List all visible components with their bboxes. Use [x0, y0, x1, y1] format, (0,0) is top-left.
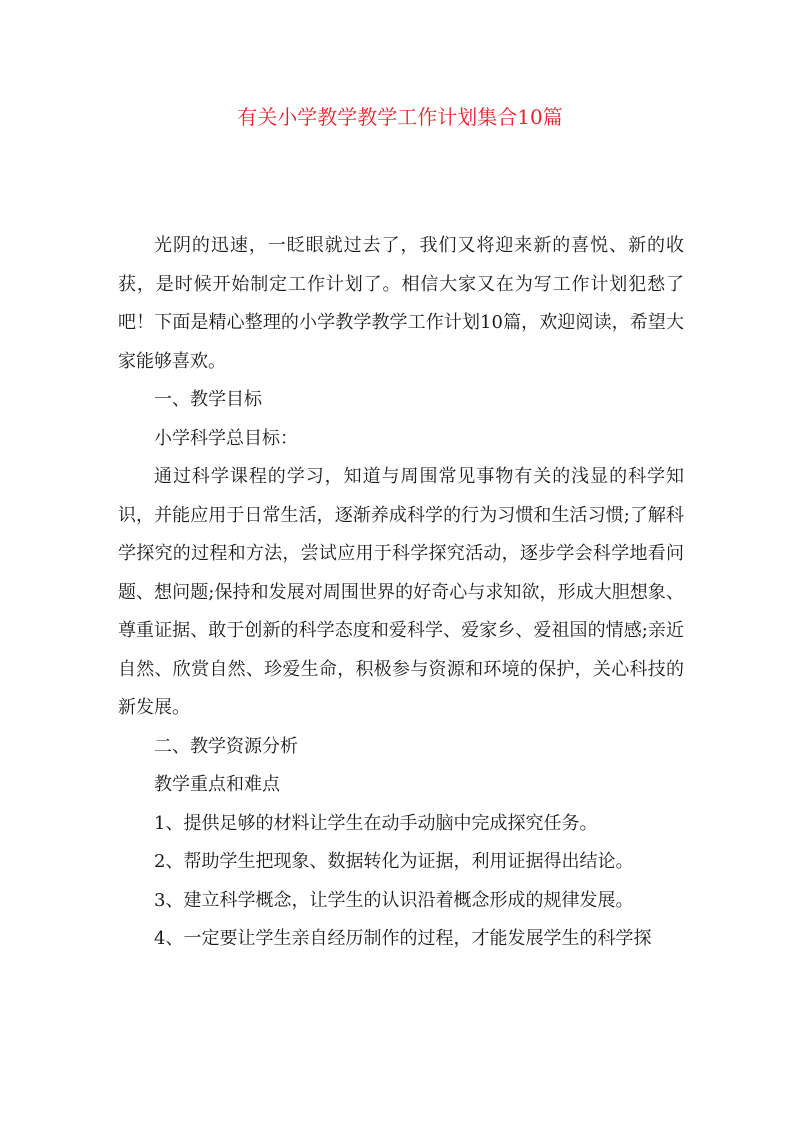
goal-paragraph: 通过科学课程的学习，知道与周围常见事物有关的浅显的科学知识，并能应用于日常生活，逐渐养成科学的行为习惯和生活习惯;了解科学探究的过程和方法，尝试应用于科学探究活动，逐步学会科学地看问题、想问题;保持和发展对周围世界的好奇心与求知欲，形成大胆想象、尊重证据、敢于创新的科学态度和爱科学、爱家乡、爱祖国的情感;亲近自然、欣赏自然、珍爱生命，积极参与资源和环境的保护，关心科技的新发展。: [118, 466, 684, 718]
subheading-key-points: 教学重点和难点: [154, 774, 280, 795]
section-heading-resource-analysis: 二、教学资源分析: [154, 735, 298, 757]
list-item: 1、提供足够的材料让学生在动手动脑中完成探究任务。: [154, 812, 598, 834]
list-item: 2、帮助学生把现象、数据转化为证据，利用证据得出结论。: [154, 851, 634, 872]
subheading-overall-goal: 小学科学总目标：: [154, 427, 298, 449]
section-heading-teaching-goals: 一、教学目标: [154, 389, 262, 410]
page-title: 有关小学教学教学工作计划集合10篇: [237, 105, 563, 129]
intro-paragraph: 光阴的迅速，一眨眼就过去了，我们又将迎来新的喜悦、新的收获，是时候开始制定工作计划了。相信大家又在为写工作计划犯愁了吧！下面是精心整理的小学教学教学工作计划10篇，欢迎阅读，希望大家能够喜欢。: [118, 235, 684, 372]
document-body: [118, 227, 684, 959]
list-item: 4、一定要让学生亲自经历制作的过程，才能发展学生的科学探: [154, 928, 652, 949]
list-item: 3、建立科学概念，让学生的认识沿着概念形成的规律发展。: [154, 889, 634, 911]
